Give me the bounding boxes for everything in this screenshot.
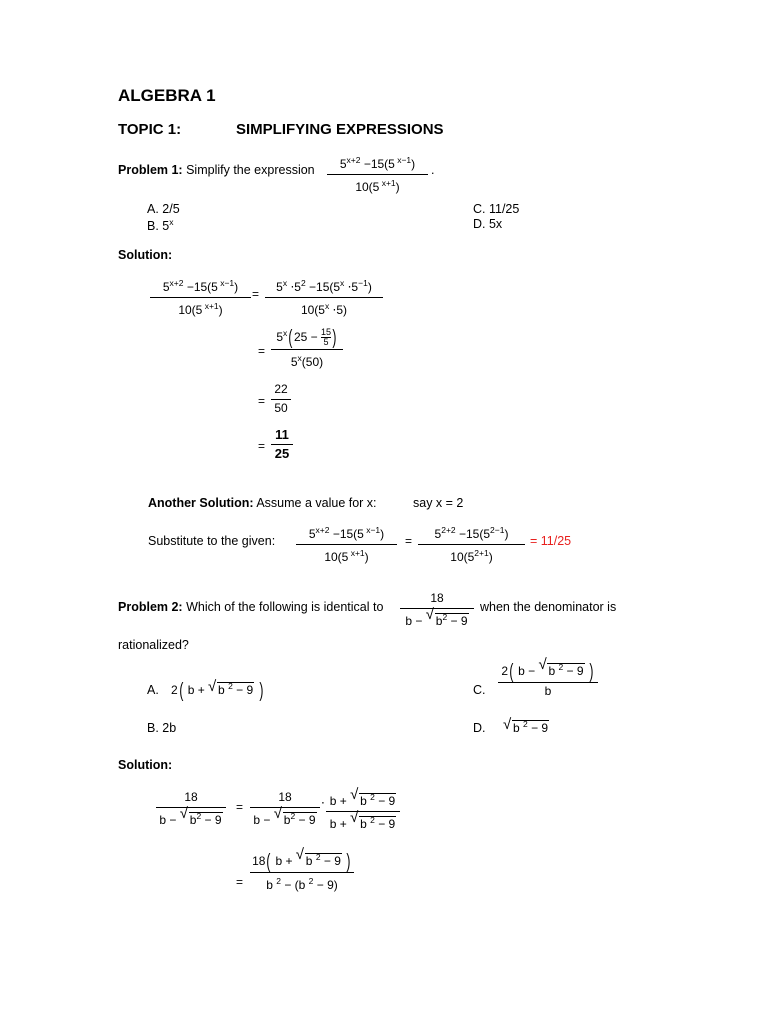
- choice-a-label: A.: [147, 683, 159, 697]
- choice-d-expression: √ b $^2$ − 9: [503, 716, 549, 735]
- equals-sign: =: [236, 875, 244, 889]
- another-solution-text: Assume a value for x:: [256, 496, 377, 510]
- choice-c: C. 11/25: [473, 202, 520, 216]
- another-solution-label: Another Solution:: [148, 496, 254, 510]
- substituted-expression: $5^{2+2} -15(5^{2-1})$ $10(5^{2+1})$: [418, 523, 525, 565]
- problem1-statement: [118, 163, 315, 177]
- solution2-step2: 18( b + √ b $^2$ − 9 ) b $^2$ − (b $^2$ − 9): [250, 850, 354, 893]
- problem2-text-after: when the denominator is: [480, 600, 617, 614]
- solution2-label: Solution:: [118, 758, 173, 772]
- choice-b: B. 5$^x$: [147, 217, 174, 233]
- substitute-expression: $5^{x+2} -15(5$ $^{x-1}$) 10(5 $^{x+1}$): [296, 523, 397, 565]
- choice-d-label: D.: [473, 721, 486, 735]
- problem2-expression: 18 b − √ $b^2 - 9$: [400, 591, 474, 629]
- problem2-label: Problem 2:: [118, 600, 183, 614]
- equals-sign: =: [236, 800, 244, 814]
- equals-sign: =: [405, 534, 413, 548]
- problem1-text: Simplify the expression: [186, 163, 315, 177]
- choice-c-expression: 2( b − √ b $^2$ − 9 ) b: [498, 660, 598, 699]
- problem1-period: .: [431, 163, 435, 177]
- solution1-label: Solution:: [118, 248, 173, 262]
- equals-sign: =: [258, 344, 266, 358]
- choice-c-label: C.: [473, 683, 486, 697]
- choice-d: D. 5x: [473, 217, 503, 231]
- topic-name: SIMPLIFYING EXPRESSIONS: [236, 121, 444, 138]
- substitute-label: Substitute to the given:: [148, 534, 276, 548]
- page-title: ALGEBRA 1: [118, 86, 216, 105]
- solution1-step3: 22 50: [271, 382, 291, 416]
- topic-label: TOPIC 1:: [118, 121, 182, 138]
- solution2-step1-conjugate: b + √ b $^2$ − 9 b + √ b $^2$ − 9: [326, 790, 400, 832]
- assume-value: say x = 2: [413, 496, 464, 510]
- solution2-step1-lhs: 18 b − √ $b^2 - 9$: [156, 790, 226, 828]
- solution2-step1-factor: 18 b − √ $b^2 - 9$: [250, 790, 320, 828]
- solution1-step1-lhs: $5^{x+2} -15(5$ $^{x-1}$) 10(5 $^{x+1}$): [150, 276, 251, 318]
- substitute-result: = 11/25: [530, 534, 572, 548]
- equals-sign: =: [258, 394, 266, 408]
- problem2-text-cont: rationalized?: [118, 638, 189, 652]
- dot-operator: ⋅: [321, 796, 325, 810]
- problem1-label: Problem 1:: [118, 163, 183, 177]
- choice-b-label: B. 2b: [147, 721, 177, 735]
- choice-a: A. 2/5: [147, 202, 180, 216]
- solution1-step1-rhs: $5^x \cdot 5^2 -15(5^x \cdot 5^{-1})$ $10(5^x \cdot 5)$: [265, 276, 383, 318]
- equals-sign: =: [252, 287, 260, 301]
- problem2-text: Which of the following is identical to: [186, 600, 384, 614]
- choice-a-expression: 2( b + √ b $^2$ − 9 ): [171, 678, 263, 702]
- equals-sign: =: [258, 439, 266, 453]
- problem2-statement: [118, 600, 383, 614]
- solution1-step2: $5^x(25$ − $\frac{15}{5}$ ) 5$^x$(50): [271, 326, 343, 370]
- problem1-expression: $5^{x+2} -15(5$ $^{x-1}$) 10(5 $^{x+1}$): [327, 153, 428, 195]
- solution1-answer: 11 25: [271, 427, 293, 461]
- another-solution: [148, 496, 377, 510]
